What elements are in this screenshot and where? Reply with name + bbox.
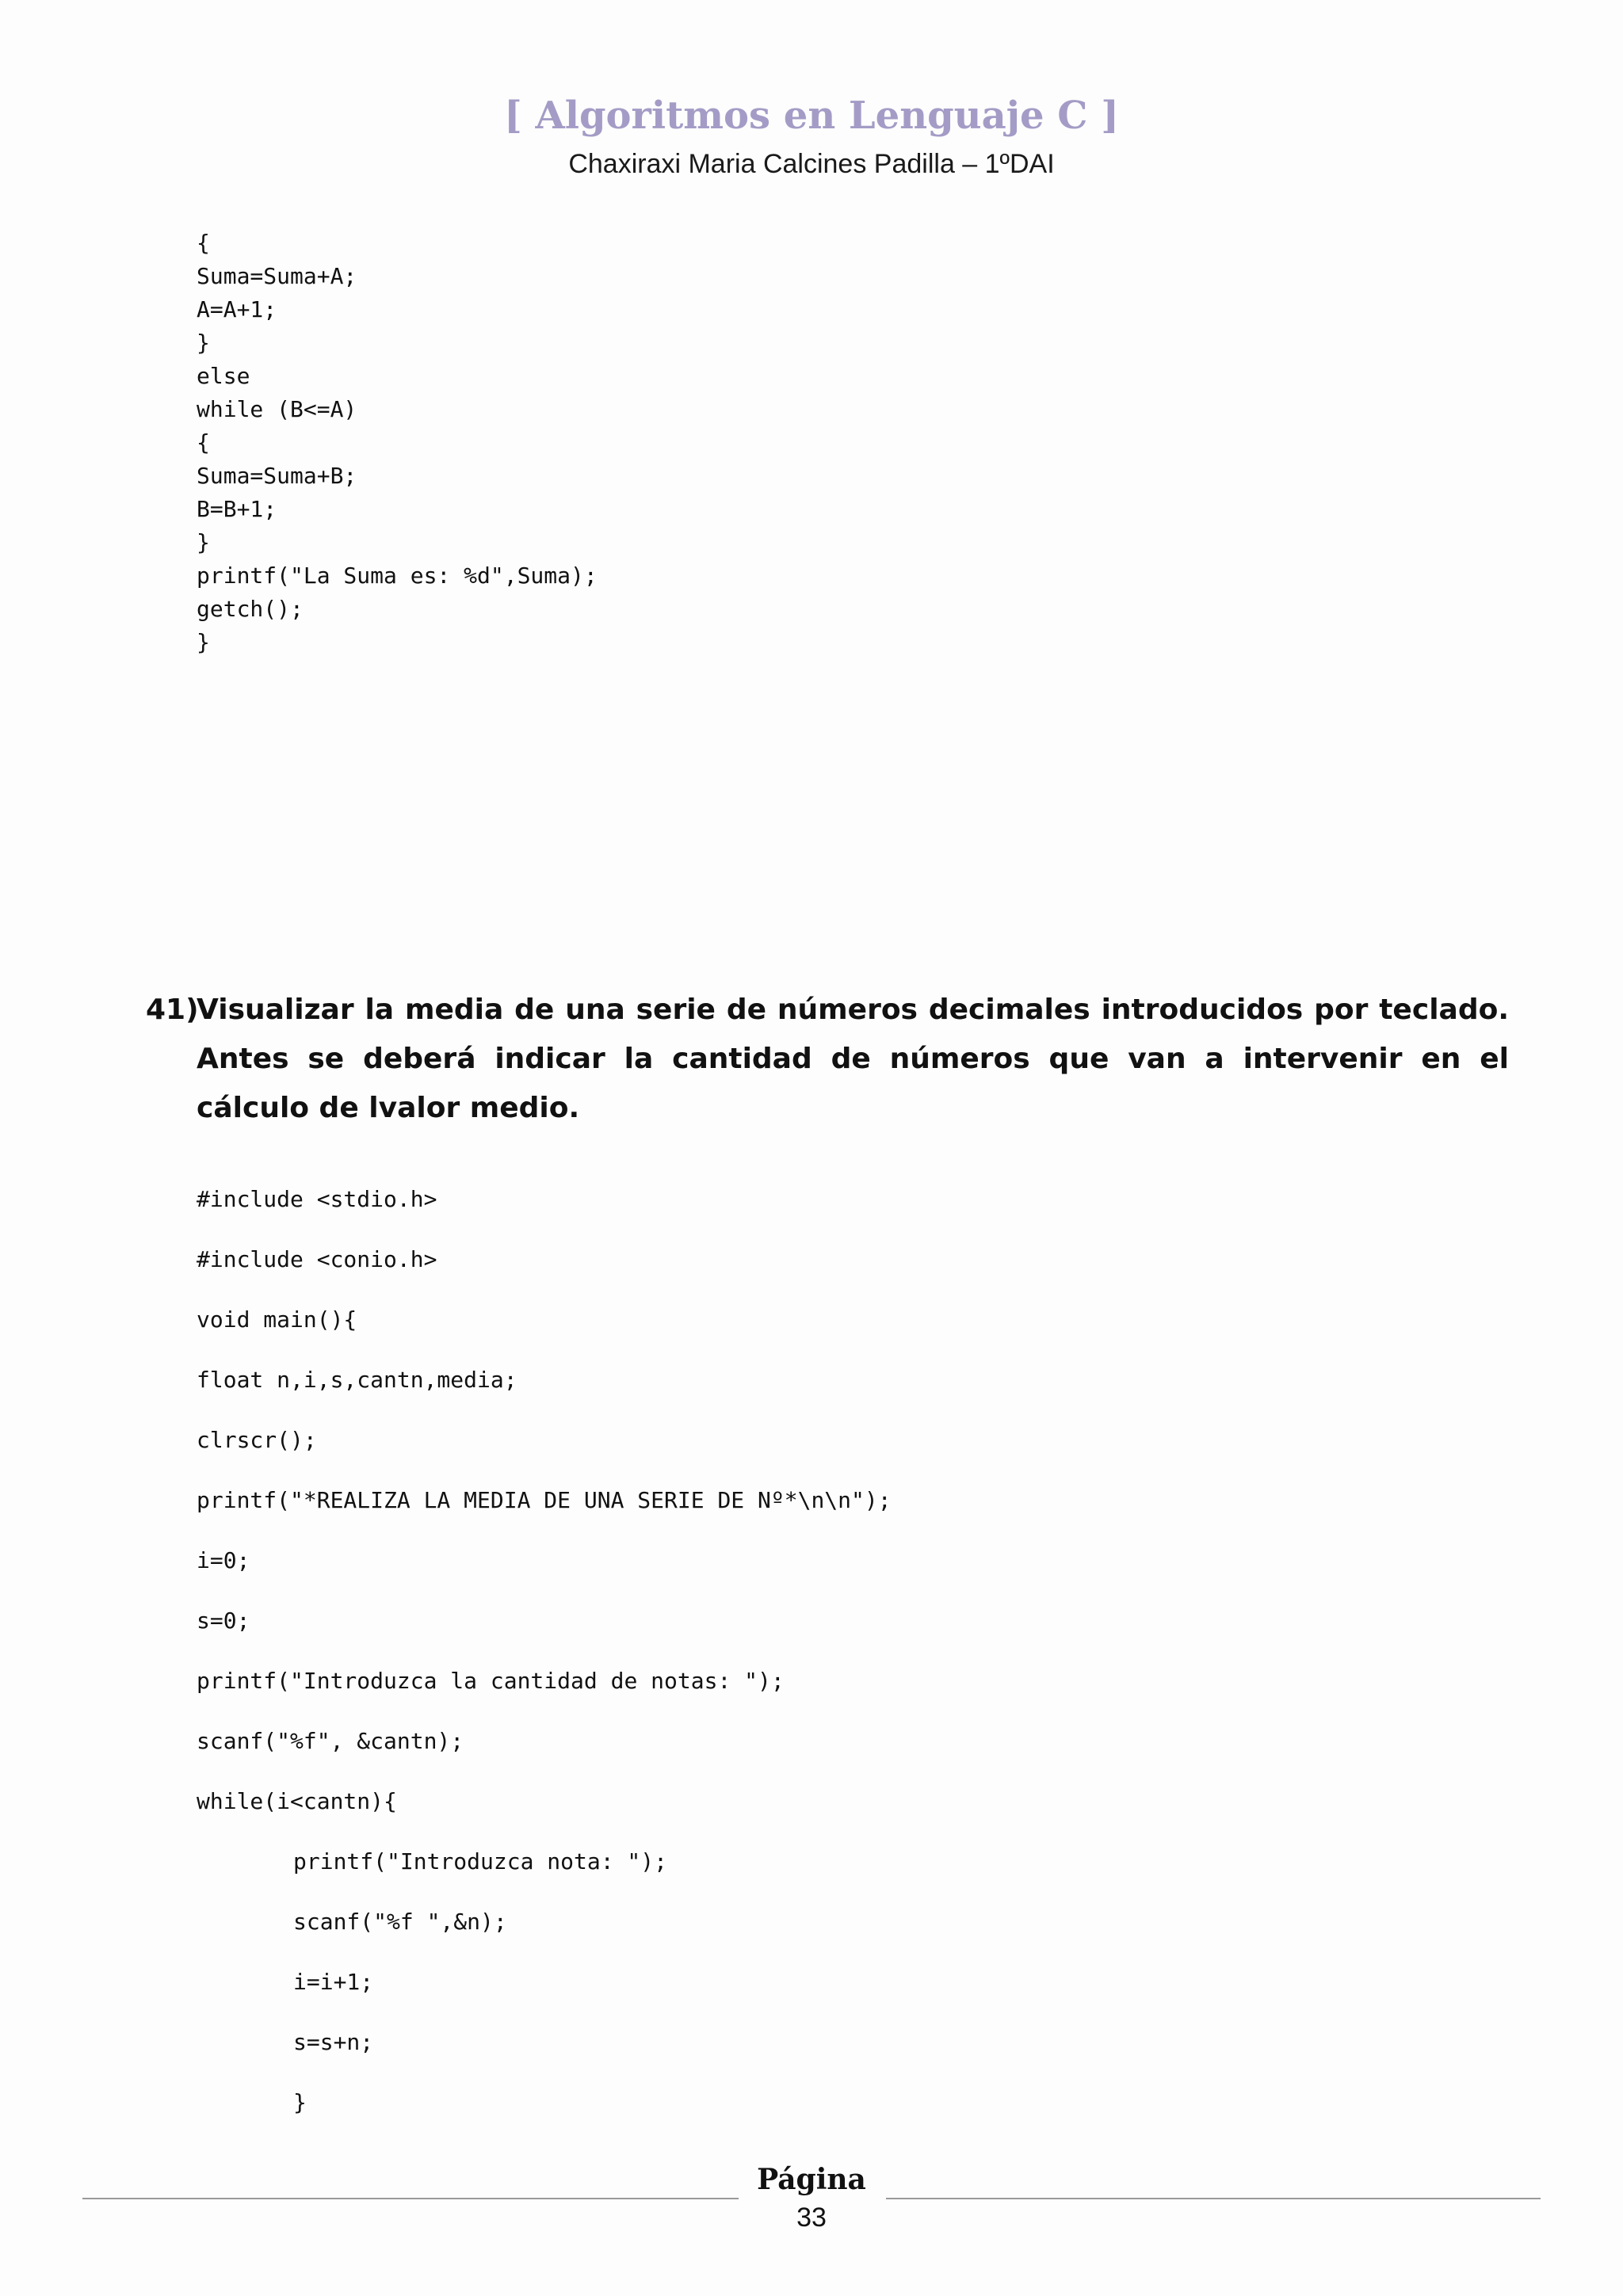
- code-line: printf("*REALIZA LA MEDIA DE UNA SERIE DE Nº*\n\n");: [197, 1487, 892, 1513]
- code-line: scanf("%f", &cantn);: [197, 1728, 464, 1754]
- code-line: {: [197, 429, 210, 456]
- code-line: while (B<=A): [197, 396, 357, 422]
- page-number: 33: [796, 2203, 827, 2233]
- code-line: void main(){: [197, 1306, 357, 1333]
- exercise-text: Visualizar la media de una serie de números decimales introducidos por teclado. Antes se deberá indicar la cantidad de números que van a intervenir en el cálculo de lvalor medio.: [197, 994, 1509, 1124]
- code-line: }: [197, 629, 210, 655]
- code-line: float n,i,s,cantn,media;: [197, 1367, 517, 1393]
- code-block-continuation: [197, 227, 598, 659]
- code-line: scanf("%f ",&n);: [293, 1909, 507, 1935]
- code-line: #include <stdio.h>: [197, 1186, 437, 1212]
- code-line: Suma=Suma+A;: [197, 263, 357, 289]
- footer-rule-right: [886, 2198, 1541, 2199]
- code-line: }: [293, 2089, 307, 2115]
- code-line: }: [197, 529, 210, 555]
- footer-page-label: Página: [757, 2163, 866, 2196]
- code-line: Suma=Suma+B;: [197, 463, 357, 489]
- code-block-main: [197, 1180, 892, 2144]
- code-line: s=s+n;: [293, 2029, 374, 2055]
- code-line: else: [197, 363, 250, 389]
- code-line: getch();: [197, 596, 304, 622]
- code-line: i=0;: [197, 1547, 250, 1573]
- document-title: [ Algoritmos en Lenguaje C ]: [504, 93, 1119, 138]
- footer-rule-left: [82, 2198, 739, 2199]
- document-author: Chaxiraxi Maria Calcines Padilla – 1ºDAI: [568, 149, 1055, 179]
- code-line: #include <conio.h>: [197, 1246, 437, 1272]
- code-line: i=i+1;: [293, 1969, 374, 1995]
- code-line: while(i<cantn){: [197, 1788, 397, 1814]
- code-line: printf("La Suma es: %d",Suma);: [197, 563, 598, 589]
- code-line: }: [197, 330, 210, 356]
- code-line: printf("Introduzca nota: ");: [293, 1848, 668, 1875]
- code-line: clrscr();: [197, 1427, 317, 1453]
- code-line: A=A+1;: [197, 296, 277, 322]
- exercise-statement: [146, 986, 1509, 1133]
- code-line: {: [197, 230, 210, 256]
- code-line: B=B+1;: [197, 496, 277, 522]
- code-line: s=0;: [197, 1608, 250, 1634]
- code-line: printf("Introduzca la cantidad de notas: ");: [197, 1668, 785, 1694]
- exercise-number: 41): [146, 994, 199, 1026]
